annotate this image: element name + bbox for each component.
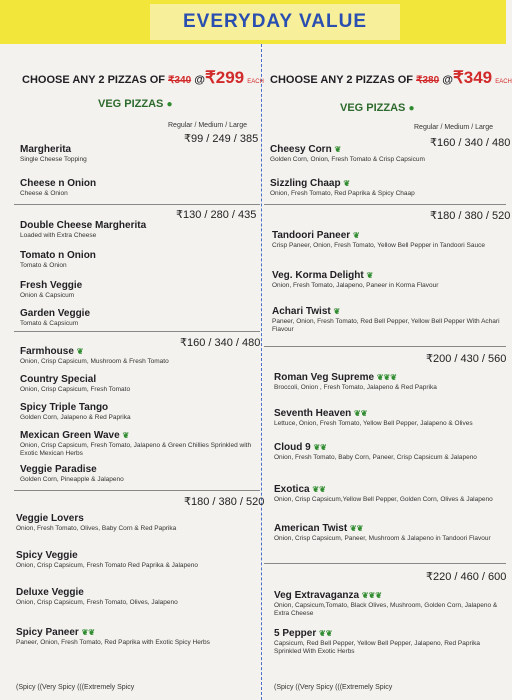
item-desc: Onion, Crisp Capsicum, Fresh Tomato, Olives, Jalapeno	[16, 599, 178, 606]
item-desc: Onion, Crisp Capsicum, Mushroom & Fresh Tomato	[20, 358, 169, 365]
item-desc: Crisp Paneer, Onion, Fresh Tomato, Yellow Bell Pepper in Tandoori Sauce	[272, 242, 485, 249]
item-desc: Onion, Crisp Capsicum, Fresh Tomato, Jalapeno & Green Chillies Sprinkled with Exotic Mexican Herbs	[20, 442, 252, 457]
right-offer	[270, 68, 512, 88]
item-name: Spicy Triple Tango	[20, 402, 109, 413]
leaf-icon: ❦	[343, 179, 351, 188]
item-name: Veg. Korma Delight	[272, 270, 364, 281]
divider-rule	[14, 204, 260, 205]
menu-item	[272, 230, 502, 250]
spice-legend: (Spicy ((Very Spicy (((Extremely Spicy	[274, 684, 393, 691]
menu-item	[274, 442, 502, 462]
menu-item	[272, 270, 502, 290]
group-price: ₹200 / 430 / 560	[426, 353, 507, 365]
item-name: Veg Extravaganza	[274, 590, 360, 601]
group-price: ₹130 / 280 / 435	[176, 209, 257, 221]
menu-item	[20, 220, 146, 240]
menu-item	[20, 374, 130, 394]
menu-item	[274, 372, 502, 392]
item-desc: Lettuce, Onion, Fresh Tomato, Yellow Bell Pepper, Jalapeno & Olives	[274, 420, 473, 427]
menu-item	[20, 346, 169, 366]
menu-item	[20, 178, 96, 198]
menu-item	[16, 587, 252, 607]
item-name: Tomato n Onion	[20, 250, 96, 261]
menu-item	[274, 590, 502, 618]
menu-item	[274, 408, 502, 428]
item-name: Cheesy Corn	[270, 144, 332, 155]
item-desc: Onion, Crisp Capsicum, Fresh Tomato	[20, 386, 131, 393]
each-label: EACH	[247, 79, 264, 85]
leaf-icon: ❦	[352, 231, 360, 240]
item-name: Achari Twist	[272, 306, 331, 317]
offer-price: ₹299	[204, 68, 245, 87]
veg-dot-icon: ●	[408, 103, 415, 114]
item-name: Country Special	[20, 374, 97, 385]
item-desc: Onion, Capsicum,Tomato, Black Olives, Mushroom, Golden Corn, Jalapeno & Extra Cheese	[274, 602, 498, 617]
size-header: Regular / Medium / Large	[414, 124, 493, 131]
left-offer	[22, 68, 264, 88]
item-desc: Golden Corn, Jalapeno & Red Paprika	[20, 414, 131, 421]
leaf-icon: ❦	[366, 271, 374, 280]
item-desc: Paneer, Onion, Fresh Tomato, Red Paprika with Exotic Spicy Herbs	[16, 639, 210, 646]
menu-item	[16, 513, 252, 533]
offer-text: CHOOSE ANY 2 PIZZAS OF	[22, 74, 166, 86]
item-name: Garden Veggie	[20, 308, 91, 319]
item-desc: Onion, Crisp Capsicum, Paneer, Mushroom & Jalapeno in Tandoori Flavour	[274, 535, 491, 542]
item-desc: Onion, Fresh Tomato, Red Paprika & Spicy Chaap	[270, 190, 415, 197]
at-sign: @	[442, 74, 453, 86]
item-name: Tandoori Paneer	[272, 230, 351, 241]
right-section-title: VEG PIZZAS ●	[340, 102, 415, 114]
offer-text: CHOOSE ANY 2 PIZZAS OF	[270, 74, 414, 86]
item-name: Spicy Veggie	[16, 550, 78, 561]
menu-item	[20, 430, 256, 458]
spice-legend: (Spicy ((Very Spicy (((Extremely Spicy	[16, 684, 135, 691]
menu-item	[274, 523, 502, 543]
item-name: Sizzling Chaap	[270, 178, 341, 189]
group-price: ₹180 / 380 / 520	[184, 496, 265, 508]
veg-dot-icon: ●	[166, 99, 173, 110]
item-name: Cheese n Onion	[20, 178, 97, 189]
leaf-icon: ❦	[76, 347, 84, 356]
leaf-icon: ❦	[334, 145, 342, 154]
old-price: ₹380	[416, 75, 440, 86]
item-name: American Twist	[274, 523, 348, 534]
item-desc: Onion, Fresh Tomato, Baby Corn, Paneer, Crisp Capsicum & Jalapeno	[274, 454, 477, 461]
banner	[0, 0, 506, 44]
menu-item	[270, 144, 425, 164]
item-desc: Golden Corn, Onion, Fresh Tomato & Crisp Capsicum	[270, 156, 425, 163]
menu-item	[20, 144, 87, 164]
at-sign: @	[194, 74, 205, 86]
item-desc: Onion, Crisp Capsicum,Yellow Bell Pepper, Golden Corn, Olives & Jalapeno	[274, 496, 493, 503]
divider-rule	[264, 204, 506, 205]
leaf-icon: ❦❦	[319, 629, 333, 638]
menu-item	[20, 308, 90, 328]
group-price: ₹180 / 380 / 520	[430, 210, 511, 222]
item-name: 5 Pepper	[274, 628, 317, 639]
item-name: Fresh Veggie	[20, 280, 83, 291]
item-desc: Golden Corn, Pineapple & Jalapeno	[20, 476, 124, 483]
leaf-icon: ❦❦	[312, 485, 326, 494]
item-desc: Tomato & Capsicum	[20, 320, 79, 327]
item-desc: Tomato & Onion	[20, 262, 67, 269]
leaf-icon: ❦❦	[81, 628, 95, 637]
size-header: Regular / Medium / Large	[168, 122, 247, 129]
group-price: ₹99 / 249 / 385	[184, 133, 259, 145]
leaf-icon: ❦❦	[354, 409, 368, 418]
divider-rule	[264, 346, 506, 347]
group-price: ₹220 / 460 / 600	[426, 571, 507, 583]
divider-rule	[14, 331, 260, 332]
item-desc: Single Cheese Topping	[20, 156, 87, 163]
item-desc: Onion & Capsicum	[20, 292, 75, 299]
column-divider	[261, 44, 262, 700]
item-name: Double Cheese Margherita	[20, 220, 147, 231]
item-name: Roman Veg Supreme	[274, 372, 375, 383]
menu-item	[16, 627, 252, 647]
item-desc: Paneer, Onion, Fresh Tomato, Red Bell Pepper, Yellow Bell Pepper With Achari Flavour	[272, 318, 500, 333]
item-name: Veggie Paradise	[20, 464, 97, 475]
item-name: Exotica	[274, 484, 310, 495]
group-price: ₹160 / 340 / 480	[430, 137, 511, 149]
leaf-icon: ❦❦	[349, 524, 364, 533]
leaf-icon: ❦❦❦	[361, 591, 382, 600]
menu-item	[20, 280, 82, 300]
divider-rule	[264, 563, 506, 564]
item-desc: Onion, Fresh Tomato, Olives, Baby Corn & Red Paprika	[16, 525, 177, 532]
menu-item	[20, 464, 124, 484]
item-name: Veggie Lovers	[16, 513, 84, 524]
leaf-icon: ❦❦❦	[376, 373, 397, 382]
each-label: EACH	[495, 79, 512, 85]
menu-item	[16, 550, 252, 570]
item-name: Cloud 9	[274, 442, 311, 453]
item-name: Margherita	[20, 144, 72, 155]
item-desc: Onion, Crisp Capsicum, Fresh Tomato Red Paprika & Jalapeno	[16, 562, 198, 569]
banner-title: EVERYDAY VALUE	[150, 4, 400, 40]
menu-item	[272, 306, 502, 334]
item-desc: Onion, Fresh Tomato, Jalapeno, Paneer in Korma Flavour	[272, 282, 439, 289]
item-desc: Cheese & Onion	[20, 190, 68, 197]
leaf-icon: ❦❦	[313, 443, 327, 452]
leaf-icon: ❦	[333, 307, 341, 316]
offer-price: ₹349	[452, 68, 493, 87]
item-name: Mexican Green Wave	[20, 430, 120, 441]
menu-item	[20, 250, 96, 270]
item-name: Farmhouse	[20, 346, 74, 357]
divider-rule	[14, 490, 260, 491]
item-name: Spicy Paneer	[16, 627, 79, 638]
menu-item	[270, 178, 415, 198]
old-price: ₹340	[168, 75, 192, 86]
item-desc: Broccoli, Onion , Fresh Tomato, Jalapeno & Red Paprika	[274, 384, 437, 391]
item-name: Deluxe Veggie	[16, 587, 84, 598]
item-desc: Capsicum, Red Bell Pepper, Yellow Bell Pepper, Jalapeno, Red Paprika Sprinkled With Exotic Herbs	[274, 640, 480, 655]
menu-item	[20, 402, 131, 422]
leaf-icon: ❦	[122, 431, 130, 440]
menu-item	[274, 484, 502, 504]
item-desc: Loaded with Extra Cheese	[20, 232, 97, 239]
item-name: Seventh Heaven	[274, 408, 352, 419]
group-price: ₹160 / 340 / 480	[180, 337, 261, 349]
left-section-title: VEG PIZZAS ●	[98, 98, 173, 110]
menu-item	[274, 628, 502, 656]
